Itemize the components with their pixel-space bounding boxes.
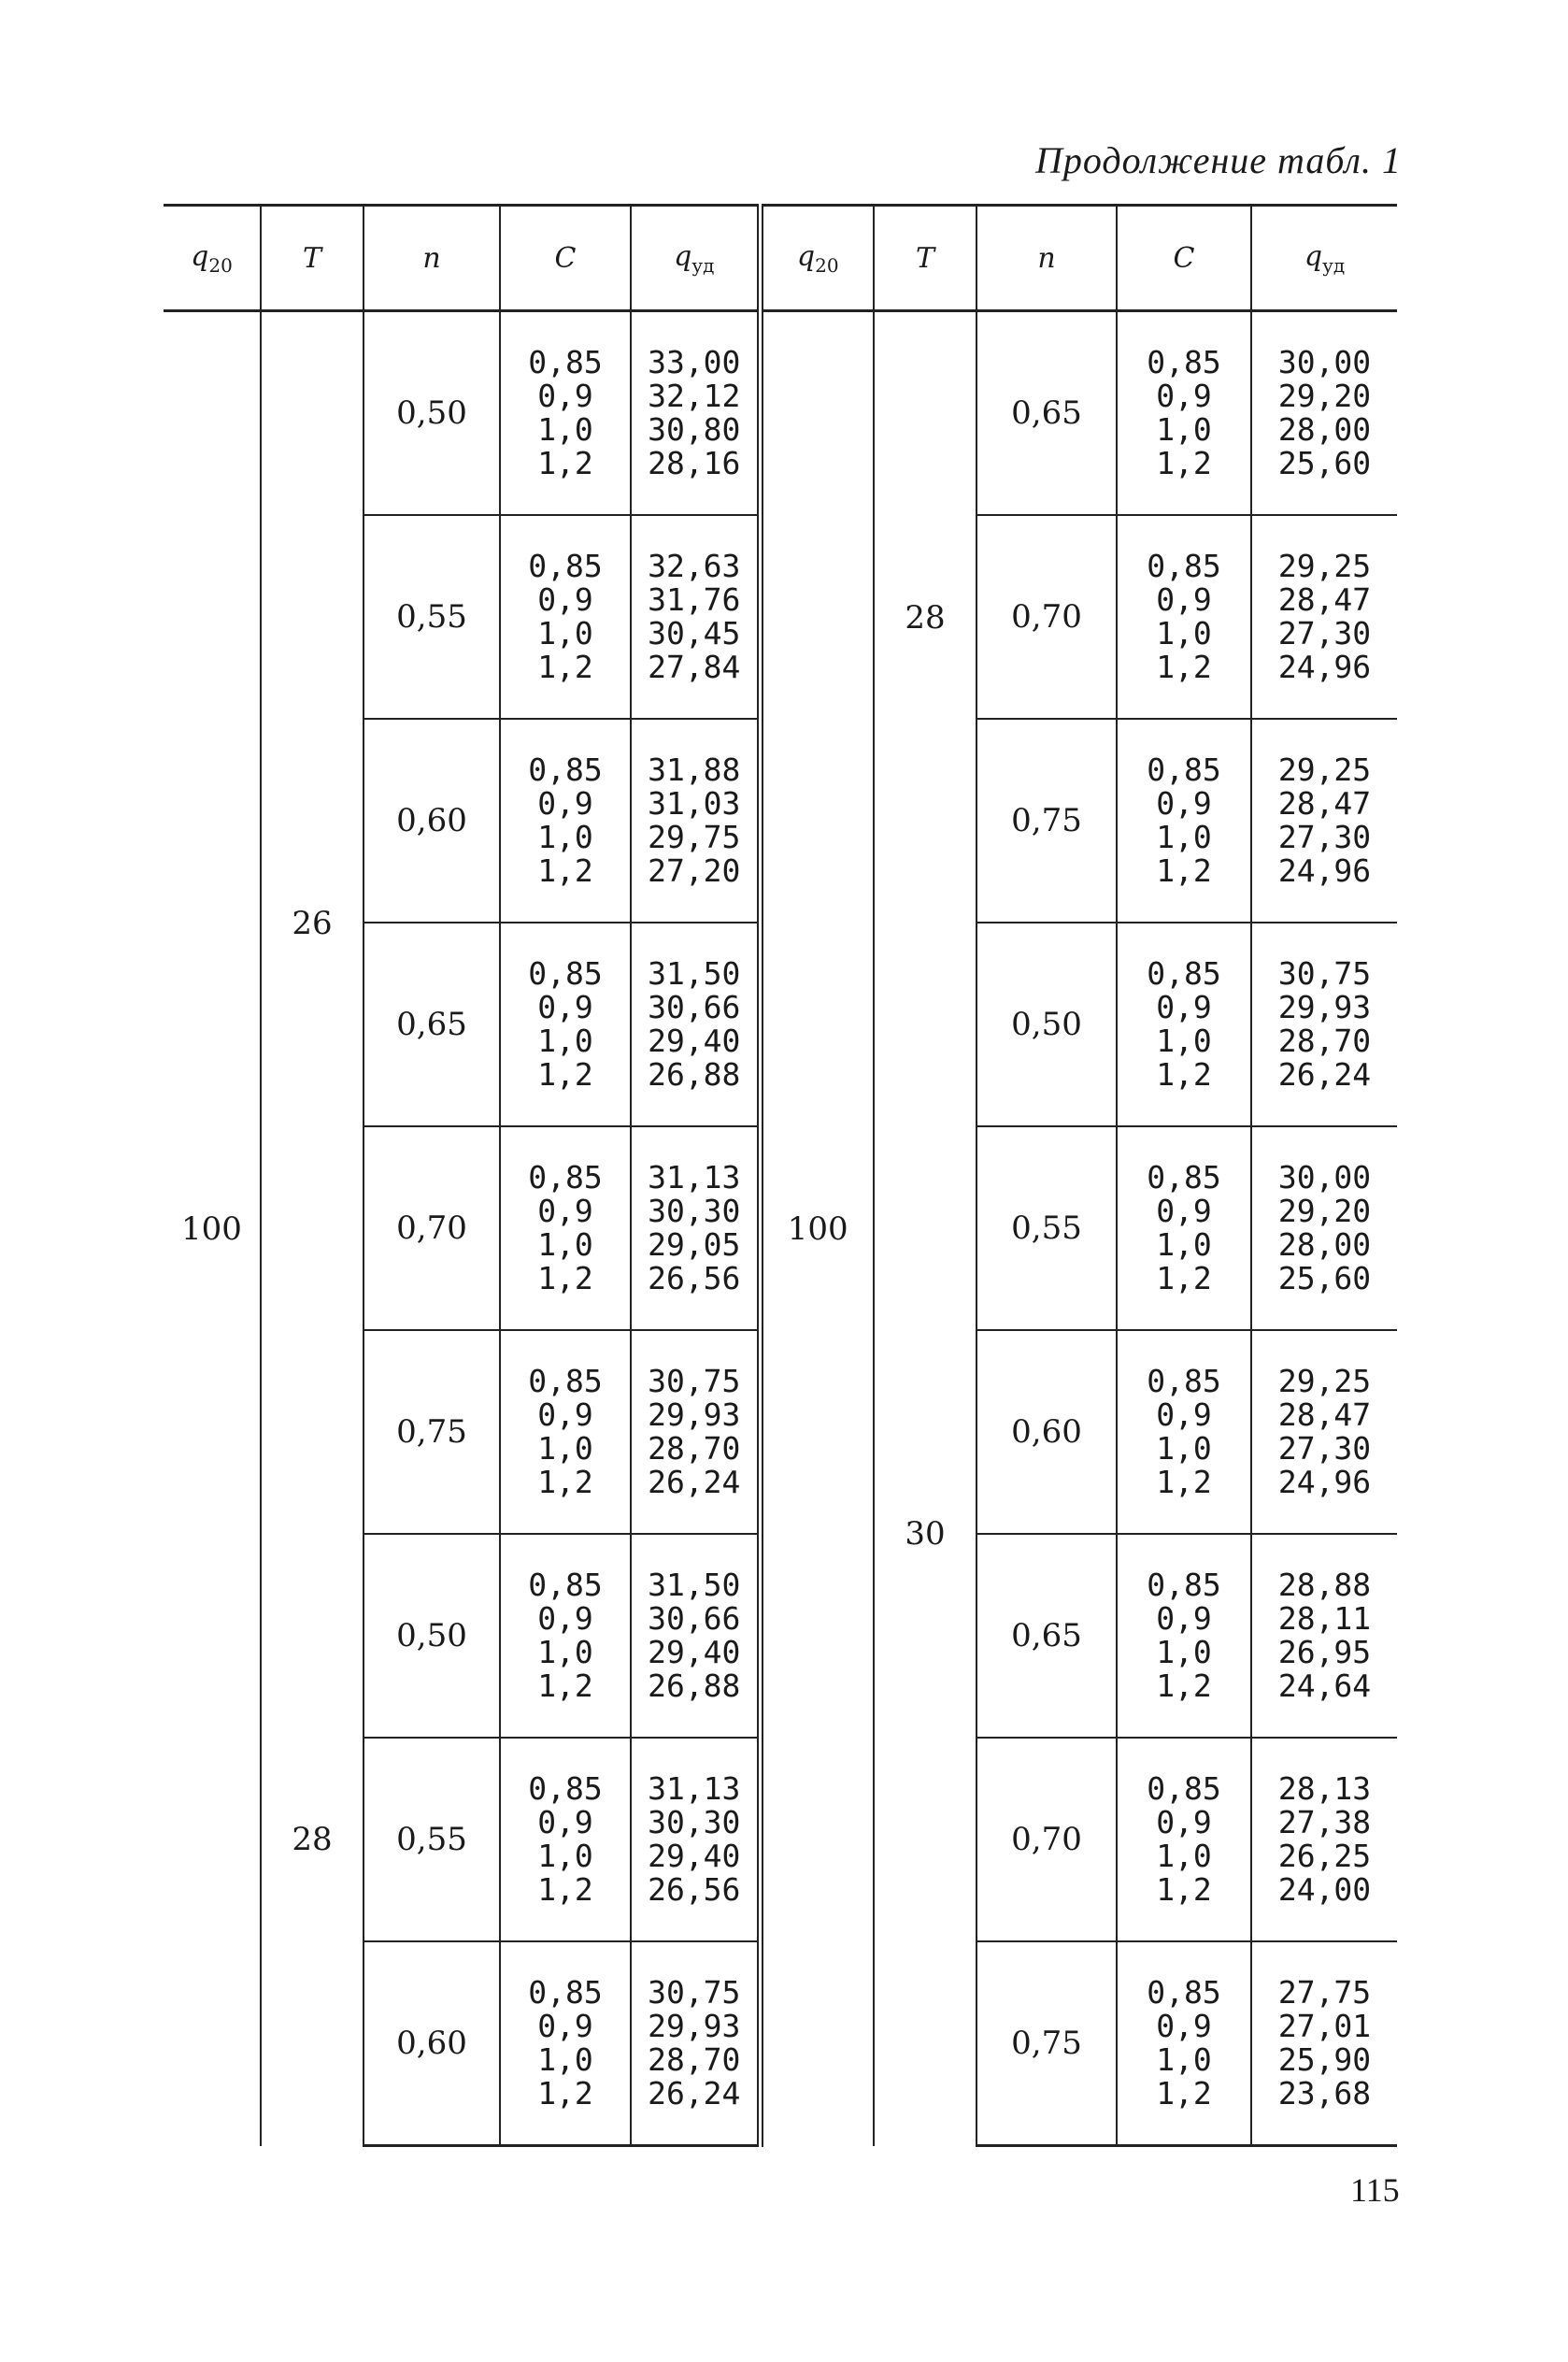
value-line: 30,00 (1277, 1159, 1372, 1195)
value-line: 28,70 (648, 2041, 741, 2078)
value-line: 1,2 (537, 852, 593, 889)
value-line: 0,85 (1147, 1363, 1221, 1399)
value-line: 28,47 (1277, 581, 1372, 618)
value-line: 24,96 (1277, 852, 1372, 889)
value-line: 25,90 (1277, 2041, 1372, 2078)
value-line: 31,88 (648, 752, 741, 788)
value-line: 28,11 (1277, 1600, 1372, 1637)
value-line: 27,30 (1277, 1430, 1372, 1467)
qud-right-values (1251, 1126, 1397, 1330)
value-line: 26,88 (648, 1056, 741, 1093)
value-line: 29,40 (648, 1838, 741, 1874)
value-line: 28,13 (1277, 1770, 1372, 1807)
value-line: 1,0 (1156, 2041, 1212, 2078)
c-left-values (500, 1126, 631, 1330)
value-line: 1,2 (1156, 1871, 1212, 1908)
header-t-left: T (261, 206, 363, 311)
value-line: 1,0 (1156, 615, 1212, 651)
header-q20-left: $q_{20}$ (164, 206, 261, 311)
c-right-values (1117, 719, 1251, 923)
value-line: 28,47 (1277, 785, 1372, 822)
value-line: 30,30 (648, 1804, 741, 1840)
value-line: 0,85 (528, 1159, 603, 1195)
value-line: 30,75 (648, 1363, 741, 1399)
value-line: 29,25 (1277, 1363, 1372, 1399)
value-line: 29,93 (648, 1396, 741, 1433)
c-right-values (1117, 1126, 1251, 1330)
c-right-values (1117, 1738, 1251, 1941)
header-c-left: C (500, 206, 631, 311)
n-right-value: 0,60 (976, 1330, 1117, 1534)
value-line: 26,24 (1277, 1056, 1372, 1093)
header-qud-right: $q_{уд}$ (1251, 206, 1397, 311)
n-right-value: 0,70 (976, 515, 1117, 719)
value-line: 29,25 (1277, 548, 1372, 584)
qud-left-values (631, 1534, 760, 1738)
value-line: 0,9 (1156, 1804, 1212, 1840)
value-line: 28,00 (1277, 411, 1372, 448)
n-right-value: 0,55 (976, 1126, 1117, 1330)
n-right-value: 0,70 (976, 1738, 1117, 1941)
value-line: 30,66 (648, 989, 741, 1025)
value-line: 32,12 (648, 378, 741, 414)
n-right-value: 0,65 (976, 1534, 1117, 1738)
n-left-value: 0,55 (363, 515, 500, 719)
value-line: 24,00 (1277, 1871, 1372, 1908)
value-line: 1,0 (537, 1023, 593, 1059)
value-line: 0,85 (1147, 752, 1221, 788)
value-line: 1,0 (1156, 1226, 1212, 1263)
value-line: 0,85 (528, 955, 603, 992)
qud-right-values (1251, 1330, 1397, 1534)
value-line: 28,47 (1277, 1396, 1372, 1433)
c-left-values (500, 515, 631, 719)
value-line: 1,0 (537, 411, 593, 448)
value-line: 1,0 (1156, 819, 1212, 855)
value-line: 1,2 (1156, 852, 1212, 889)
value-line: 26,24 (648, 2075, 741, 2111)
c-right-values (1117, 515, 1251, 719)
value-line: 26,56 (648, 1260, 741, 1296)
value-line: 1,0 (1156, 411, 1212, 448)
value-line: 1,2 (1156, 445, 1212, 481)
value-line: 31,50 (648, 1567, 741, 1603)
c-left-values (500, 1941, 631, 2146)
value-line: 1,0 (537, 615, 593, 651)
header-q20-right: $q_{20}$ (760, 206, 874, 311)
value-line: 0,9 (537, 2008, 593, 2044)
page-number: 115 (1350, 2171, 1400, 2209)
value-line: 1,2 (537, 1056, 593, 1093)
value-line: 29,75 (648, 819, 741, 855)
value-line: 1,2 (537, 1464, 593, 1500)
value-line: 28,16 (648, 445, 741, 481)
header-c-right: C (1117, 206, 1251, 311)
n-right-value: 0,75 (976, 719, 1117, 923)
value-line: 1,2 (1156, 2075, 1212, 2111)
t-left-28: 28 (261, 1534, 363, 2146)
value-line: 0,9 (1156, 1396, 1212, 1433)
data-table (164, 204, 1397, 2147)
qud-left-values (631, 311, 760, 516)
value-line: 24,96 (1277, 649, 1372, 685)
value-line: 27,30 (1277, 819, 1372, 855)
value-line: 1,0 (1156, 1430, 1212, 1467)
value-line: 0,9 (537, 785, 593, 822)
value-line: 0,9 (537, 989, 593, 1025)
table-continuation-caption: Продолжение табл. 1 (1034, 139, 1402, 181)
value-line: 29,93 (1277, 989, 1372, 1025)
value-line: 0,85 (528, 1974, 603, 2011)
value-line: 31,13 (648, 1770, 741, 1807)
c-right-values (1117, 1941, 1251, 2146)
value-line: 27,38 (1277, 1804, 1372, 1840)
value-line: 26,56 (648, 1871, 741, 1908)
value-line: 1,0 (1156, 1838, 1212, 1874)
value-line: 0,9 (537, 1193, 593, 1229)
value-line: 0,85 (1147, 1159, 1221, 1195)
c-left-values (500, 1738, 631, 1941)
value-line: 1,0 (1156, 1634, 1212, 1670)
value-line: 1,0 (537, 1430, 593, 1467)
c-left-values (500, 719, 631, 923)
value-line: 1,0 (537, 819, 593, 855)
t-right-30: 30 (874, 923, 976, 2146)
value-line: 1,2 (537, 1260, 593, 1296)
value-line: 29,20 (1277, 378, 1372, 414)
value-line: 29,40 (648, 1023, 741, 1059)
header-qud-left: $q_{уд}$ (631, 206, 760, 311)
value-line: 23,68 (1277, 2075, 1372, 2111)
q20-right-value: 100 (760, 311, 874, 2146)
value-line: 26,24 (648, 1464, 741, 1500)
table-row (164, 311, 1397, 516)
value-line: 0,85 (1147, 1567, 1221, 1603)
value-line: 0,9 (1156, 989, 1212, 1025)
value-line: 26,88 (648, 1668, 741, 1704)
value-line: 0,9 (1156, 785, 1212, 822)
value-line: 24,96 (1277, 1464, 1372, 1500)
value-line: 32,63 (648, 548, 741, 584)
value-line: 31,03 (648, 785, 741, 822)
value-line: 1,0 (1156, 1023, 1212, 1059)
value-line: 0,9 (1156, 1600, 1212, 1637)
value-line: 1,0 (537, 1838, 593, 1874)
qud-right-values (1251, 311, 1397, 516)
value-line: 27,84 (648, 649, 741, 685)
table-body (164, 311, 1397, 2146)
value-line: 0,9 (1156, 1193, 1212, 1229)
c-left-values (500, 1330, 631, 1534)
c-right-values (1117, 923, 1251, 1126)
value-line: 25,60 (1277, 445, 1372, 481)
value-line: 1,2 (1156, 1668, 1212, 1704)
c-left-values (500, 311, 631, 516)
qud-right-values (1251, 1941, 1397, 2146)
value-line: 30,66 (648, 1600, 741, 1637)
value-line: 0,85 (1147, 1770, 1221, 1807)
value-line: 0,9 (537, 1804, 593, 1840)
value-line: 28,70 (648, 1430, 741, 1467)
value-line: 0,9 (1156, 378, 1212, 414)
value-line: 0,85 (528, 1363, 603, 1399)
value-line: 0,85 (528, 1770, 603, 1807)
qud-left-values (631, 1126, 760, 1330)
value-line: 26,25 (1277, 1838, 1372, 1874)
value-line: 30,80 (648, 411, 741, 448)
value-line: 1,2 (537, 445, 593, 481)
c-left-values (500, 923, 631, 1126)
value-line: 0,85 (1147, 344, 1221, 380)
value-line: 0,9 (537, 581, 593, 618)
c-right-values (1117, 311, 1251, 516)
qud-left-values (631, 1941, 760, 2146)
value-line: 31,13 (648, 1159, 741, 1195)
value-line: 0,85 (1147, 1974, 1221, 2011)
value-line: 0,85 (1147, 955, 1221, 992)
value-line: 29,20 (1277, 1193, 1372, 1229)
value-line: 27,30 (1277, 615, 1372, 651)
value-line: 28,70 (1277, 1023, 1372, 1059)
qud-right-values (1251, 1534, 1397, 1738)
value-line: 29,93 (648, 2008, 741, 2044)
t-right-28: 28 (874, 311, 976, 923)
value-line: 0,9 (1156, 581, 1212, 618)
value-line: 28,00 (1277, 1226, 1372, 1263)
value-line: 30,30 (648, 1193, 741, 1229)
n-left-value: 0,75 (363, 1330, 500, 1534)
qud-left-values (631, 515, 760, 719)
n-right-value: 0,75 (976, 1941, 1117, 2146)
qud-left-values (631, 1330, 760, 1534)
n-left-value: 0,65 (363, 923, 500, 1126)
value-line: 1,2 (1156, 1464, 1212, 1500)
q20-left-value: 100 (164, 311, 261, 2146)
value-line: 0,9 (537, 1600, 593, 1637)
value-line: 0,9 (1156, 2008, 1212, 2044)
header-row (164, 206, 1397, 311)
value-line: 30,00 (1277, 344, 1372, 380)
c-right-values (1117, 1330, 1251, 1534)
n-right-value: 0,50 (976, 923, 1117, 1126)
value-line: 27,01 (1277, 2008, 1372, 2044)
value-line: 1,0 (537, 1226, 593, 1263)
value-line: 1,2 (1156, 1056, 1212, 1093)
c-left-values (500, 1534, 631, 1738)
value-line: 24,64 (1277, 1668, 1372, 1704)
value-line: 31,76 (648, 581, 741, 618)
value-line: 25,60 (1277, 1260, 1372, 1296)
qud-right-values (1251, 1738, 1397, 1941)
value-line: 1,2 (537, 649, 593, 685)
value-line: 1,2 (537, 2075, 593, 2111)
value-line: 1,0 (537, 2041, 593, 2078)
value-line: 27,75 (1277, 1974, 1372, 2011)
value-line: 0,85 (528, 548, 603, 584)
header-n-right: n (976, 206, 1117, 311)
value-line: 1,0 (537, 1634, 593, 1670)
qud-left-values (631, 719, 760, 923)
header-n-left: n (363, 206, 500, 311)
n-left-value: 0,55 (363, 1738, 500, 1941)
value-line: 1,2 (537, 1871, 593, 1908)
value-line: 31,50 (648, 955, 741, 992)
n-left-value: 0,50 (363, 311, 500, 516)
value-line: 29,40 (648, 1634, 741, 1670)
value-line: 1,2 (1156, 1260, 1212, 1296)
value-line: 0,9 (537, 1396, 593, 1433)
n-right-value: 0,65 (976, 311, 1117, 516)
value-line: 30,45 (648, 615, 741, 651)
n-left-value: 0,60 (363, 719, 500, 923)
qud-right-values (1251, 719, 1397, 923)
value-line: 1,2 (537, 1668, 593, 1704)
qud-right-values (1251, 515, 1397, 719)
value-line: 0,85 (1147, 548, 1221, 584)
c-right-values (1117, 1534, 1251, 1738)
value-line: 30,75 (648, 1974, 741, 2011)
value-line: 27,20 (648, 852, 741, 889)
value-line: 26,95 (1277, 1634, 1372, 1670)
qud-left-values (631, 1738, 760, 1941)
n-left-value: 0,70 (363, 1126, 500, 1330)
value-line: 29,25 (1277, 752, 1372, 788)
value-line: 0,85 (528, 752, 603, 788)
n-left-value: 0,50 (363, 1534, 500, 1738)
value-line: 29,05 (648, 1226, 741, 1263)
value-line: 0,85 (528, 344, 603, 380)
value-line: 33,00 (648, 344, 741, 380)
value-line: 28,88 (1277, 1567, 1372, 1603)
qud-left-values (631, 923, 760, 1126)
qud-right-values (1251, 923, 1397, 1126)
header-t-right: T (874, 206, 976, 311)
value-line: 0,9 (537, 378, 593, 414)
t-left-26: 26 (261, 311, 363, 1535)
value-line: 30,75 (1277, 955, 1372, 992)
value-line: 0,85 (528, 1567, 603, 1603)
n-left-value: 0,60 (363, 1941, 500, 2146)
value-line: 1,2 (1156, 649, 1212, 685)
